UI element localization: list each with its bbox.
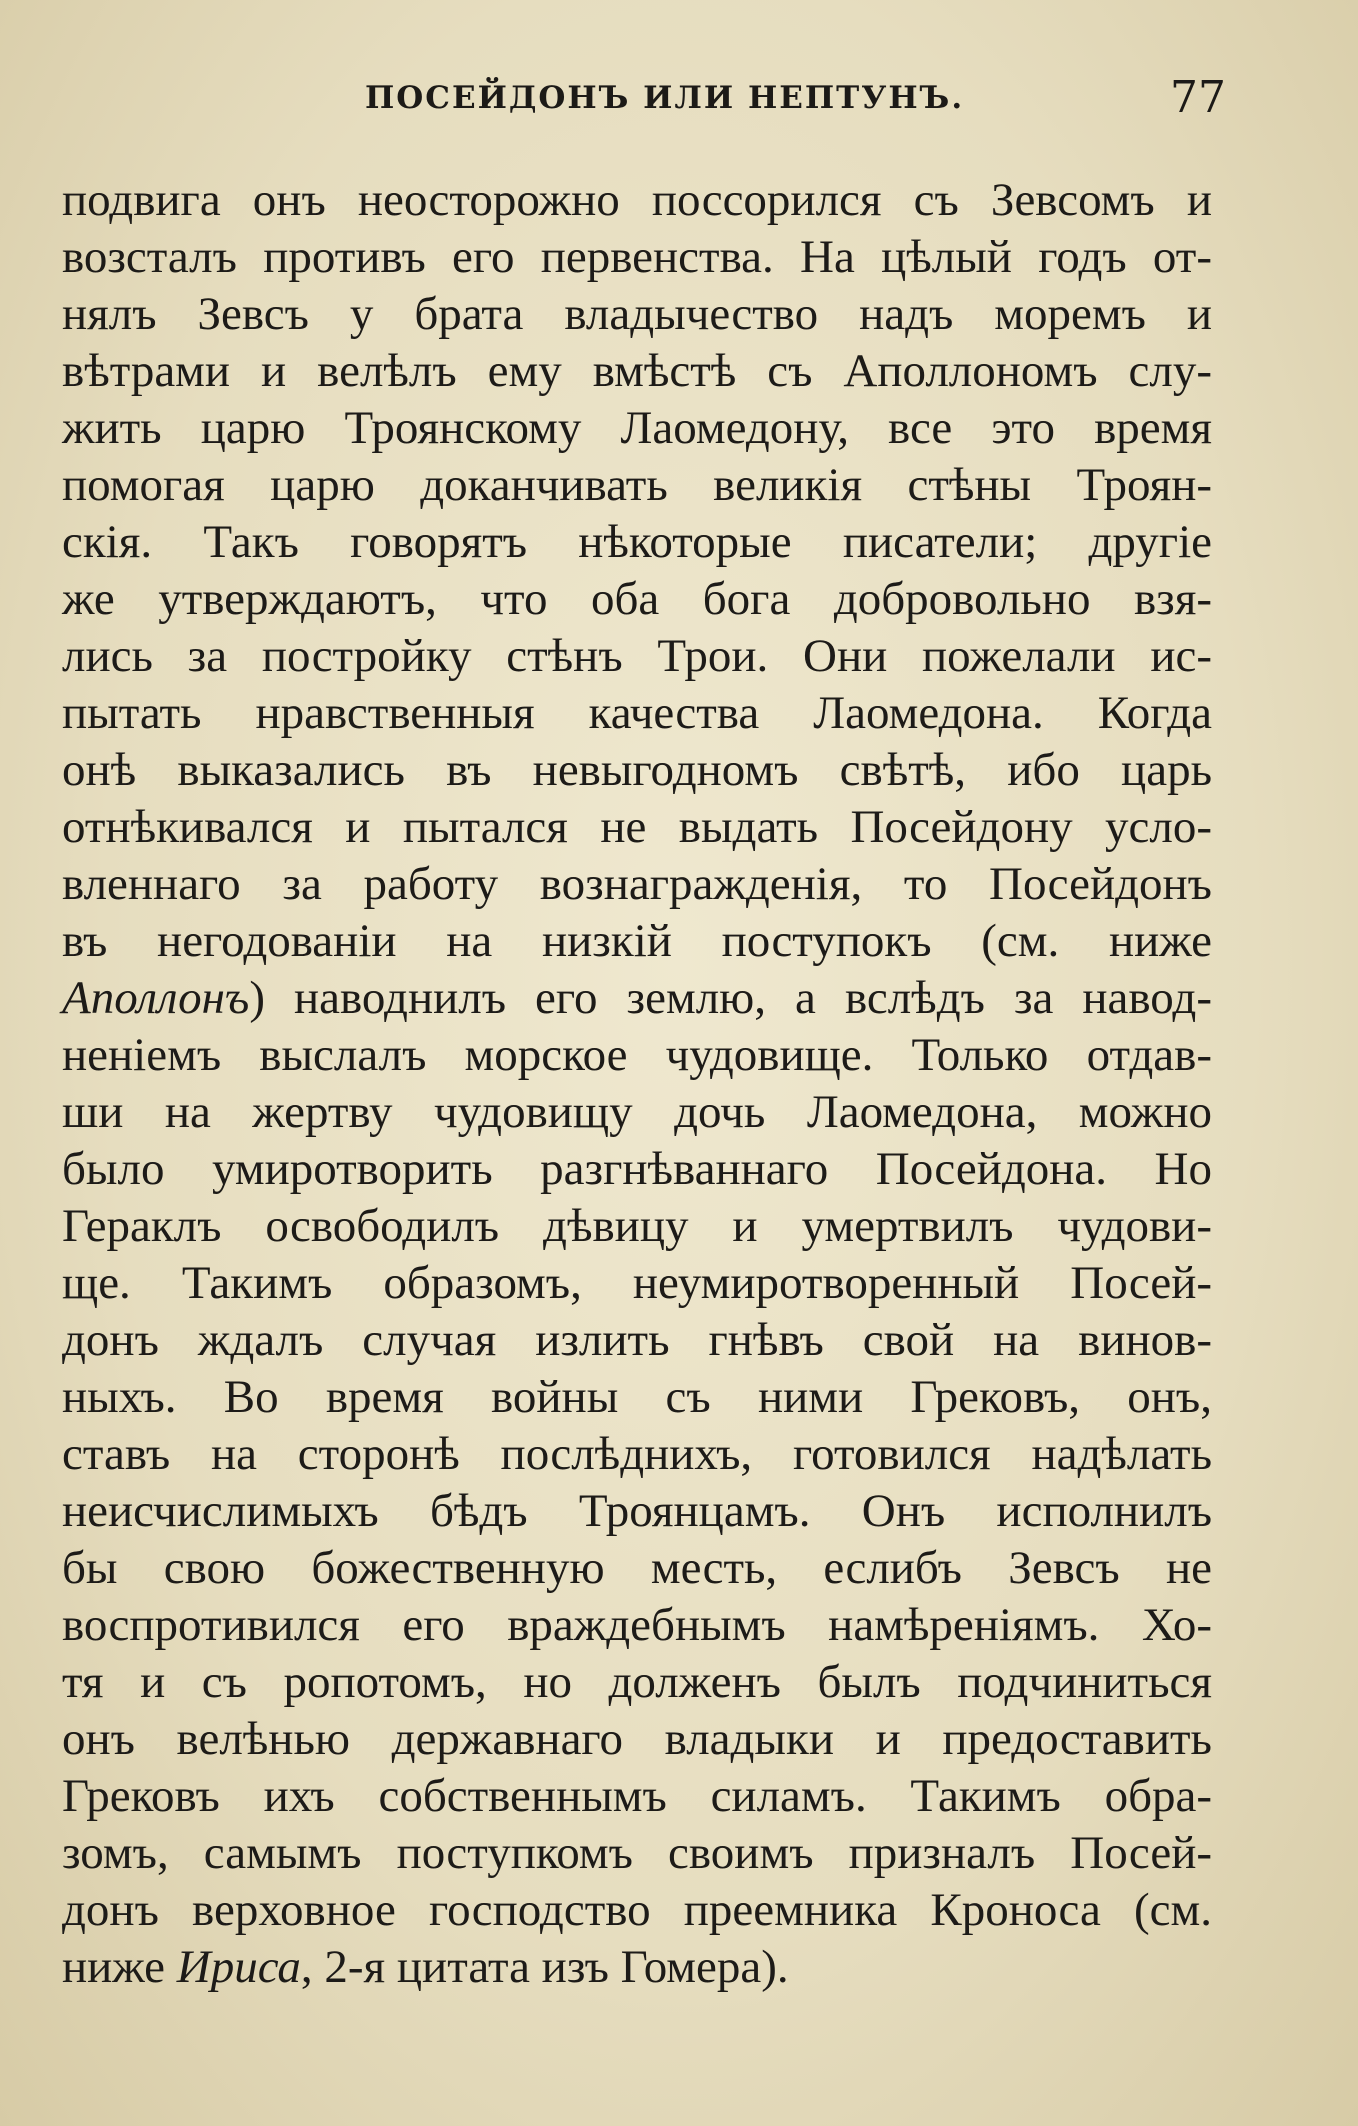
italic-reference: Ириса bbox=[176, 1941, 301, 1993]
page-header bbox=[70, 72, 1226, 132]
body-text bbox=[62, 172, 1212, 1996]
running-head: ПОСЕЙДОНЪ ИЛИ НЕПТУНЪ. bbox=[365, 80, 965, 116]
text-line-mixed bbox=[62, 1939, 1212, 1996]
text-line: Грековъ ихъ собственнымъ силамъ. Такимъ обра- bbox=[62, 1770, 1212, 1822]
text-line: было умиротворить разгнѣваннаго Посейдона. Но bbox=[62, 1143, 1212, 1195]
text-line: тя и съ ропотомъ, но долженъ былъ подчиниться bbox=[62, 1656, 1212, 1708]
text-line: онъ велѣнью державнаго владыки и предоставить bbox=[62, 1713, 1212, 1765]
text-line: зомъ, самымъ поступкомъ своимъ призналъ Посей- bbox=[62, 1827, 1212, 1879]
text-line: подвига онъ неосторожно поссорился съ Зевсомъ и bbox=[62, 174, 1212, 226]
text-line: воспротивился его враждебнымъ намѣреніямъ. Хо- bbox=[62, 1599, 1212, 1651]
text-line: же утверждаютъ, что оба бога добровольно взя- bbox=[62, 573, 1212, 625]
text-line: ставъ на сторонѣ послѣднихъ, готовился надѣлать bbox=[62, 1428, 1212, 1480]
text-line: ще. Такимъ образомъ, неумиротворенный Посей- bbox=[62, 1257, 1212, 1309]
text-line: вѣтрами и велѣлъ ему вмѣстѣ съ Аполлономъ слу- bbox=[62, 345, 1212, 397]
text-line: скія. Такъ говорятъ нѣкоторые писатели; другіе bbox=[62, 516, 1212, 568]
text-line: лись за постройку стѣнъ Трои. Они пожелали ис- bbox=[62, 630, 1212, 682]
text-line: нялъ Зевсъ у брата владычество надъ моремъ и bbox=[62, 288, 1212, 340]
text-line: Гераклъ освободилъ дѣвицу и умертвилъ чудови- bbox=[62, 1200, 1212, 1252]
text-line: неисчислимыхъ бѣдъ Троянцамъ. Онъ исполнилъ bbox=[62, 1485, 1212, 1537]
italic-reference: Аполлонъ bbox=[62, 972, 250, 1024]
text-line: донъ верховное господство преемника Кроноса (см. bbox=[62, 1884, 1212, 1936]
text-line: помогая царю доканчивать великія стѣны Троян- bbox=[62, 459, 1212, 511]
text-fragment: ниже bbox=[62, 1941, 177, 1993]
text-fragment: , 2-я цитата изъ Гомера). bbox=[300, 1941, 789, 1993]
text-line: вленнаго за работу вознагражденія, то Посейдонъ bbox=[62, 858, 1212, 910]
text-line: донъ ждалъ случая излить гнѣвъ свой на винов- bbox=[62, 1314, 1212, 1366]
page-number: 77 bbox=[1170, 72, 1226, 123]
text-line: ши на жертву чудовищу дочь Лаомедона, можно bbox=[62, 1086, 1212, 1138]
text-line-mixed bbox=[62, 970, 1212, 1027]
text-line: онѣ выказались въ невыгодномъ свѣтѣ, ибо царь bbox=[62, 744, 1212, 796]
text-fragment: ) наводнилъ его землю, а вслѣдъ за навод- bbox=[249, 972, 1212, 1024]
text-line: жить царю Троянскому Лаомедону, все это время bbox=[62, 402, 1212, 454]
text-line: отнѣкивался и пытался не выдать Посейдону усло- bbox=[62, 801, 1212, 853]
text-line: бы свою божественную месть, еслибъ Зевсъ не bbox=[62, 1542, 1212, 1594]
text-line: возсталъ противъ его первенства. На цѣлый годъ от- bbox=[62, 231, 1212, 283]
text-line: въ негодованіи на низкій поступокъ (см. ниже bbox=[62, 915, 1212, 967]
text-line: пытать нравственныя качества Лаомедона. Когда bbox=[62, 687, 1212, 739]
text-line: ныхъ. Во время войны съ ними Грековъ, онъ, bbox=[62, 1371, 1212, 1423]
text-line: неніемъ выслалъ морское чудовище. Только отдав- bbox=[62, 1029, 1212, 1081]
